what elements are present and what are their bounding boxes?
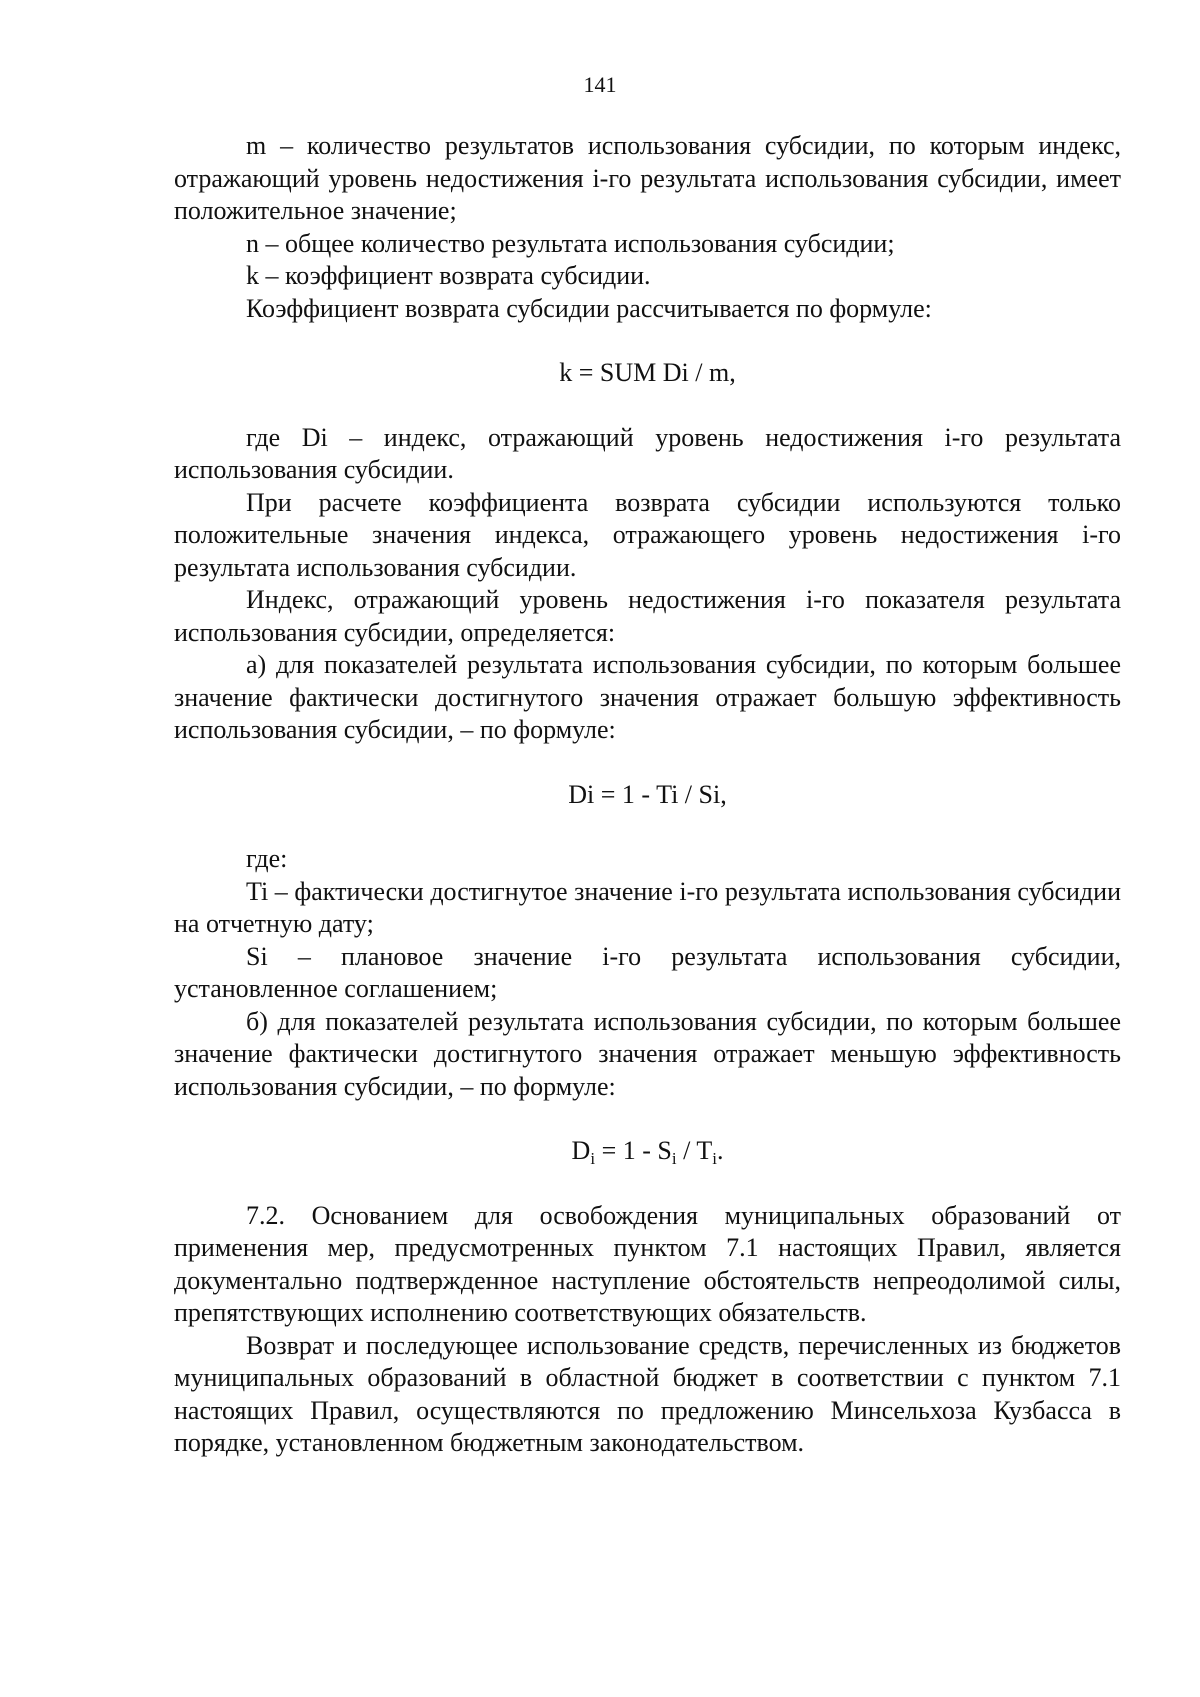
formula-di-b-text <box>571 1136 724 1168</box>
formula-di-a-text: Di = 1 - Ti / Si, <box>568 779 727 809</box>
paragraph-k-formula-intro: Коэффициент возврата субсидии рассчитывается по формуле: <box>246 293 932 323</box>
paragraph-index-determined: Индекс, отражающий уровень недостижения i-го показателя результата использования субсидии, определяется: <box>174 585 1121 647</box>
formula-di-a <box>174 779 1121 812</box>
paragraph-case-a: а) для показателей результата использования субсидии, по которым большее значение фактически достигнутого значения отражает большую эффективность использования субсидии, – по формуле: <box>174 650 1121 744</box>
formula-d: D <box>571 1136 591 1165</box>
paragraph-m-definition: m – количество результатов использования субсидии, по которым индекс, отражающий уровень недостижения i-го результата использования субсидии, имеет положительное значение; <box>174 131 1121 225</box>
document-body <box>174 130 1121 1460</box>
formula-s-subscript: i <box>671 1149 677 1168</box>
paragraph-ti-definition: Ti – фактически достигнутое значение i-го результата использования субсидии на отчетную дату; <box>174 876 1121 938</box>
paragraph-where: где: <box>246 844 288 873</box>
formula-slash-t: / T <box>676 1136 713 1165</box>
formula-period: . <box>716 1136 724 1165</box>
paragraph-di-definition: где Di – индекс, отражающий уровень недостижения i-го результата использования субсидии. <box>174 422 1121 484</box>
formula-k <box>174 357 1121 390</box>
formula-equals-s: = 1 - S <box>595 1136 672 1165</box>
paragraph-return-funds: Возврат и последующее использование средств, перечисленных из бюджетов муниципальных образований в областной бюджет в соответствии с пунктом 7.1 настоящих Правил, осуществляются по предложению Минсельхоза Кузбасса в порядке, установленном бюджетным законодательством. <box>174 1330 1121 1457</box>
formula-t-subscript: i <box>712 1149 717 1168</box>
paragraph-k-definition: k – коэффициент возврата субсидии. <box>246 261 651 290</box>
page-number: 141 <box>583 72 617 97</box>
formula-d-subscript: i <box>590 1149 596 1168</box>
formula-k-text: k = SUM Di / m, <box>559 358 736 387</box>
formula-di-b <box>174 1135 1121 1168</box>
paragraph-positive-values: При расчете коэффициента возврата субсидии используются только положительные значения индекса, отражающего уровень недостижения i-го результата использования субсидии. <box>174 487 1121 582</box>
paragraph-n-definition: n – общее количество результата использования субсидии; <box>246 228 895 258</box>
paragraph-case-b: б) для показателей результата использования субсидии, по которым большее значение фактически достигнутого значения отражает меньшую эффективность использования субсидии, – по формуле: <box>174 1006 1121 1101</box>
paragraph-section-7-2: 7.2. Основанием для освобождения муниципальных образований от применения мер, предусмотренных пунктом 7.1 настоящих Правил, является документально подтвержденное наступление обстоятельств непреодолимой силы, препятствующих исполнению соответствующих обязательств. <box>174 1200 1121 1327</box>
paragraph-si-definition: Si – плановое значение i-го результата использования субсидии, установленное соглашением; <box>174 941 1121 1003</box>
